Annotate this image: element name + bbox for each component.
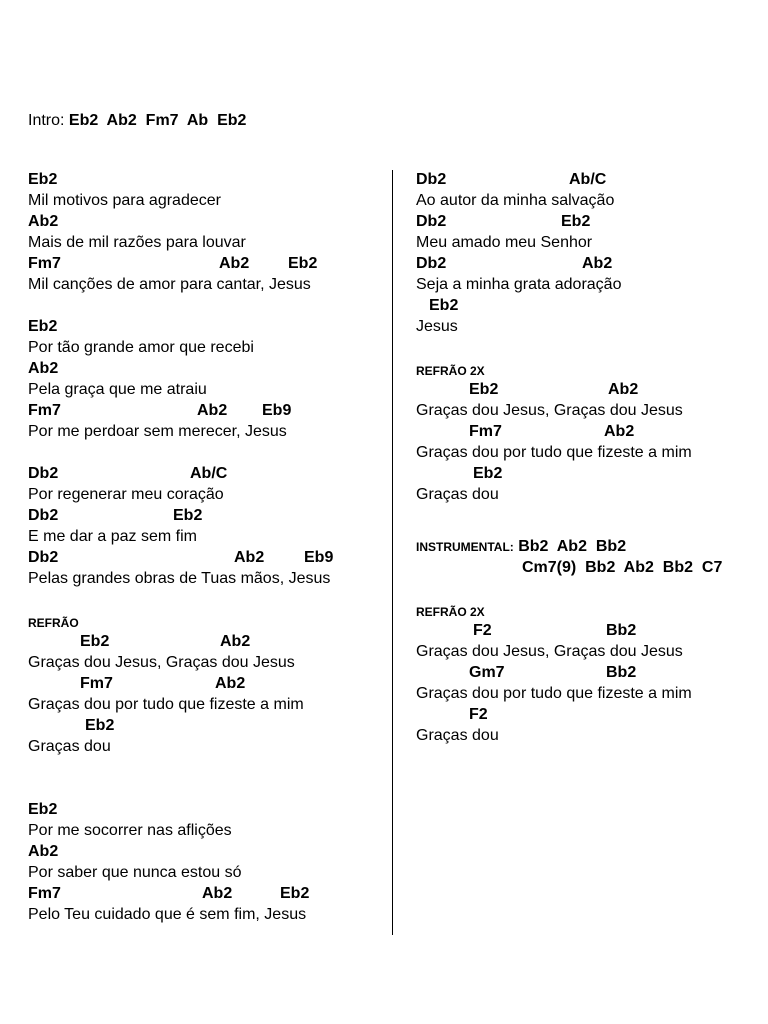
chord-line [416, 662, 756, 683]
chord: Ab2 [608, 381, 639, 398]
chord-line [416, 295, 756, 316]
chord-line [28, 799, 378, 820]
refrain-2x-second [416, 599, 756, 746]
chord: Ab2 [215, 675, 246, 692]
left-column [28, 169, 378, 925]
lyric-line: Pelas grandes obras de Tuas mãos, Jesus [28, 570, 331, 587]
chord: Db2 [416, 171, 447, 188]
chord: Ab2 [582, 255, 613, 272]
lyric-line: Mil canções de amor para cantar, Jesus [28, 276, 311, 293]
instrumental-chords: Bb2 Ab2 Bb2 [518, 538, 627, 555]
chord-line [416, 253, 756, 274]
refrain-2x-first [416, 358, 756, 505]
chord-line [28, 358, 378, 379]
chord: Eb9 [262, 402, 292, 419]
chord-line [28, 631, 378, 652]
chord: Fm7 [80, 675, 113, 692]
column-divider [392, 170, 393, 935]
chord: Ab2 [219, 255, 250, 272]
verse-2 [28, 316, 378, 442]
lyric-line: Por me perdoar sem merecer, Jesus [28, 423, 287, 440]
lyric-line: Seja a minha grata adoração [416, 276, 622, 293]
lyric-line: Mais de mil razões para louvar [28, 234, 246, 251]
chord-line [28, 253, 378, 274]
lyric-line: Graças dou por tudo que fizeste a mim [416, 685, 692, 702]
chord: Db2 [416, 255, 447, 272]
chord: Ab/C [190, 465, 228, 482]
instrumental-line [416, 536, 756, 557]
section-label: INSTRUMENTAL: [416, 540, 514, 554]
lyric-line: Ao autor da minha salvação [416, 192, 615, 209]
verse-4 [28, 799, 378, 925]
chord: Eb2 [173, 507, 203, 524]
chord-line [416, 704, 756, 725]
instrumental [416, 536, 756, 578]
chord: Eb2 [80, 633, 110, 650]
lyric-line: E me dar a paz sem fim [28, 528, 197, 545]
chord-line [416, 620, 756, 641]
chord-line [28, 316, 378, 337]
chord: Bb2 [606, 664, 637, 681]
chord: F2 [469, 706, 488, 723]
lyric-line: Por regenerar meu coração [28, 486, 224, 503]
lyric-line: Graças dou [416, 727, 499, 744]
chord: Eb2 [28, 171, 58, 188]
chord: Db2 [28, 507, 59, 524]
section-label: REFRÃO [28, 616, 79, 630]
intro-chords: Eb2 Ab2 Fm7 Ab Eb2 [68, 112, 247, 129]
lyric-line: Por tão grande amor que recebi [28, 339, 254, 356]
chord: Ab2 [604, 423, 635, 440]
chord: Ab2 [28, 843, 59, 860]
verse-3 [28, 463, 378, 589]
lyric-line: Pelo Teu cuidado que é sem fim, Jesus [28, 906, 307, 923]
chord-line [28, 715, 378, 736]
chord: Eb9 [304, 549, 334, 566]
chord-line [28, 169, 378, 190]
chord: Ab2 [197, 402, 228, 419]
chord-line [28, 463, 378, 484]
chord: Eb2 [280, 885, 310, 902]
chord: Eb2 [85, 717, 115, 734]
lyric-line: Jesus [416, 318, 458, 335]
intro-label: Intro: [28, 112, 69, 129]
chord: Fm7 [28, 255, 61, 272]
chord: Ab/C [569, 171, 607, 188]
chord: Eb2 [469, 381, 499, 398]
chord: Fm7 [28, 402, 61, 419]
instrumental-line-2 [416, 557, 756, 578]
lyric-line: Por saber que nunca estou só [28, 864, 242, 881]
chord-line [28, 841, 378, 862]
chord: Eb2 [28, 318, 58, 335]
lyric-line: Graças dou Jesus, Graças dou Jesus [416, 643, 683, 660]
refrain [28, 610, 378, 757]
lyric-line: Meu amado meu Senhor [416, 234, 593, 251]
chord-line [28, 547, 378, 568]
section-label: REFRÃO 2X [416, 605, 485, 619]
chord-line [416, 379, 756, 400]
right-column [416, 169, 756, 746]
lyric-line: Graças dou por tudo que fizeste a mim [416, 444, 692, 461]
chord: Eb2 [288, 255, 318, 272]
chord: Fm7 [469, 423, 502, 440]
bridge [416, 169, 756, 337]
chord: F2 [473, 622, 492, 639]
instrumental-chords: Cm7(9) Bb2 Ab2 Bb2 C7 [522, 559, 723, 576]
chord: Ab2 [28, 213, 59, 230]
chord: Ab2 [202, 885, 233, 902]
chord-line [28, 211, 378, 232]
lyric-line: Graças dou Jesus, Graças dou Jesus [416, 402, 683, 419]
chord: Eb2 [28, 801, 58, 818]
chord: Ab2 [28, 360, 59, 377]
chord: Fm7 [28, 885, 61, 902]
chord-line [416, 421, 756, 442]
chord: Gm7 [469, 664, 505, 681]
lyric-line: Graças dou [28, 738, 111, 755]
chord-line [416, 211, 756, 232]
lyric-line: Graças dou Jesus, Graças dou Jesus [28, 654, 295, 671]
chord: Db2 [28, 549, 59, 566]
chord-line [28, 505, 378, 526]
chord-line [416, 169, 756, 190]
chord: Ab2 [234, 549, 265, 566]
lyric-line: Graças dou por tudo que fizeste a mim [28, 696, 304, 713]
chord: Eb2 [429, 297, 459, 314]
intro-line [28, 110, 246, 131]
chord-line [416, 463, 756, 484]
chord: Bb2 [606, 622, 637, 639]
chord: Db2 [28, 465, 59, 482]
chord-line [28, 400, 378, 421]
lyric-line: Mil motivos para agradecer [28, 192, 221, 209]
chord-line [28, 673, 378, 694]
verse-1 [28, 169, 378, 295]
lyric-line: Graças dou [416, 486, 499, 503]
lyric-line: Pela graça que me atraiu [28, 381, 207, 398]
chord-line [28, 883, 378, 904]
lyric-line: Por me socorrer nas aflições [28, 822, 232, 839]
section-label: REFRÃO 2X [416, 364, 485, 378]
chord: Eb2 [473, 465, 503, 482]
chord: Eb2 [561, 213, 591, 230]
chord: Ab2 [220, 633, 251, 650]
chord: Db2 [416, 213, 447, 230]
